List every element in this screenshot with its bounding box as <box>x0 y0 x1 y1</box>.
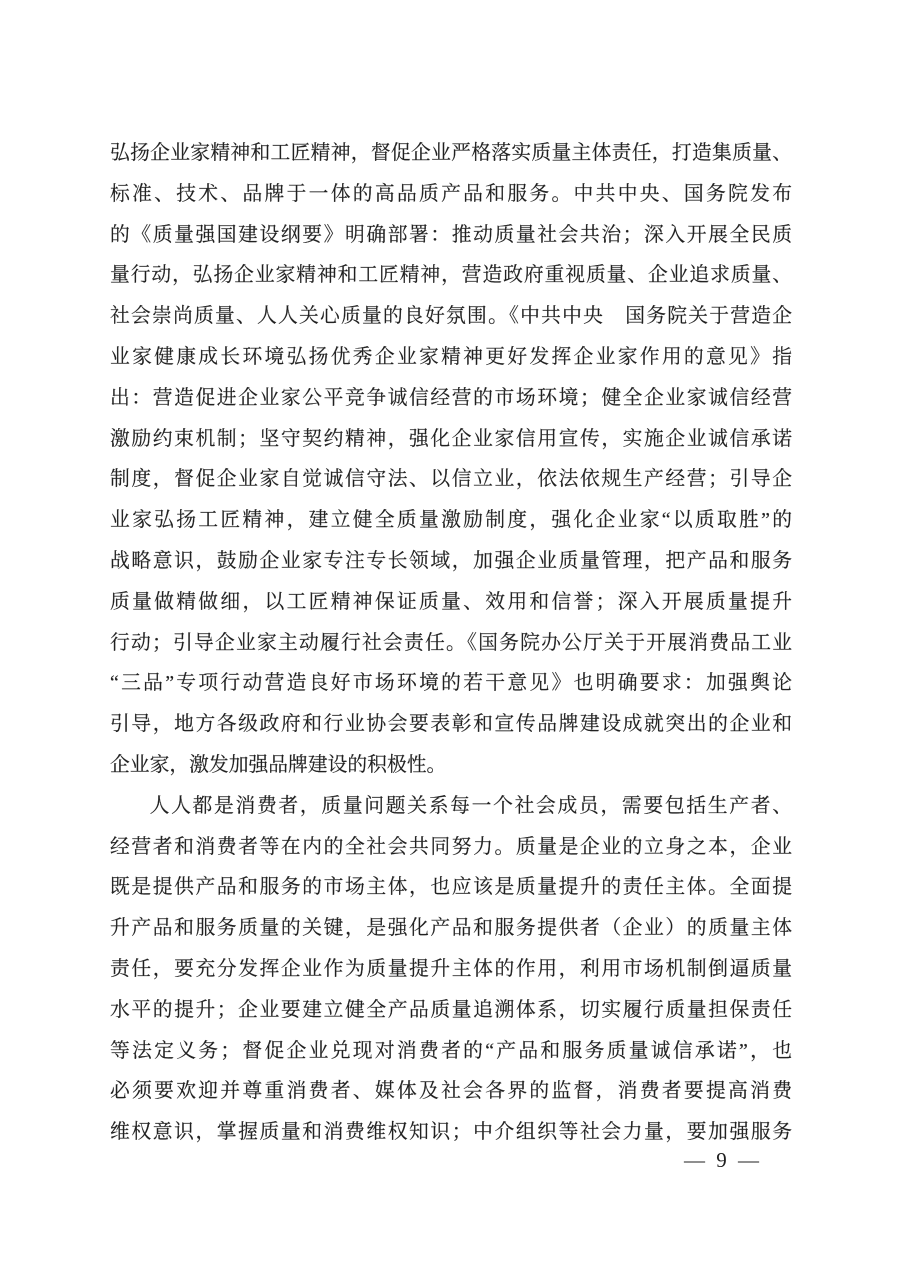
text-line: 责任，要充分发挥企业作为质量提升主体的作用，利用市场机制倒逼质量 <box>110 957 792 980</box>
text-line: 激励约束机制；坚守契约精神，强化企业家信用宣传，实施企业诚信承诺 <box>110 427 792 450</box>
text-line: 标准、技术、品牌于一体的高品质产品和服务。中共中央、国务院发布 <box>110 182 792 205</box>
text-line: 等法定义务；督促企业兑现对消费者的“产品和服务质量诚信承诺”，也 <box>110 1039 792 1062</box>
text-line: 的《质量强国建设纲要》明确部署：推动质量社会共治；深入开展全民质 <box>110 223 792 246</box>
text-line: 战略意识，鼓励企业家专注专长领域，加强企业质量管理，把产品和服务 <box>110 549 792 572</box>
text-line: 必须要欢迎并尊重消费者、媒体及社会各界的监督，消费者要提高消费 <box>110 1080 792 1103</box>
text-line: 出：营造促进企业家公平竞争诚信经营的市场环境；健全企业家诚信经营 <box>110 386 792 409</box>
text-line: 维权意识，掌握质量和消费维权知识；中介组织等社会力量，要加强服务 <box>110 1121 792 1144</box>
text-line: 升产品和服务质量的关键，是强化产品和服务提供者（企业）的质量主体 <box>110 917 792 940</box>
text-line: 质量做精做细，以工匠精神保证质量、效用和信誉；深入开展质量提升 <box>110 590 792 613</box>
text-line: 业家健康成长环境弘扬优秀企业家精神更好发挥企业家作用的意见》指 <box>110 345 792 368</box>
text-line: 水平的提升；企业要建立健全产品质量追溯体系，切实履行质量担保责任 <box>110 998 792 1021</box>
text-line: 行动；引导企业家主动履行社会责任。《国务院办公厅关于开展消费品工业 <box>110 631 792 654</box>
text-block <box>110 133 792 1153</box>
text-line: 既是提供产品和服务的市场主体，也应该是质量提升的责任主体。全面提 <box>110 876 792 899</box>
text-line: 制度，督促企业家自觉诚信守法、以信立业，依法依规生产经营；引导企 <box>110 468 792 491</box>
page-number: — 9 — <box>684 1148 762 1172</box>
text-line: 企业家，激发加强品牌建设的积极性。 <box>110 753 447 776</box>
text-line: 引导，地方各级政府和行业协会要表彰和宣传品牌建设成就突出的企业和 <box>110 713 792 736</box>
text-line: 经营者和消费者等在内的全社会共同努力。质量是企业的立身之本，企业 <box>110 835 792 858</box>
text-line: 弘扬企业家精神和工匠精神，督促企业严格落实质量主体责任，打造集质量、 <box>110 142 792 164</box>
text-line: 业家弘扬工匠精神，建立健全质量激励制度，强化企业家“以质取胜”的 <box>110 509 792 532</box>
text-line: 量行动，弘扬企业家精神和工匠精神，营造政府重视质量、企业追求质量、 <box>110 264 792 287</box>
text-line: “三品”专项行动营造良好市场环境的若干意见》也明确要求：加强舆论 <box>110 672 792 695</box>
text-line: 社会崇尚质量、人人关心质量的良好氛围。《中共中央 国务院关于营造企 <box>110 305 792 328</box>
text-line: 人人都是消费者，质量问题关系每一个社会成员，需要包括生产者、 <box>149 794 792 817</box>
